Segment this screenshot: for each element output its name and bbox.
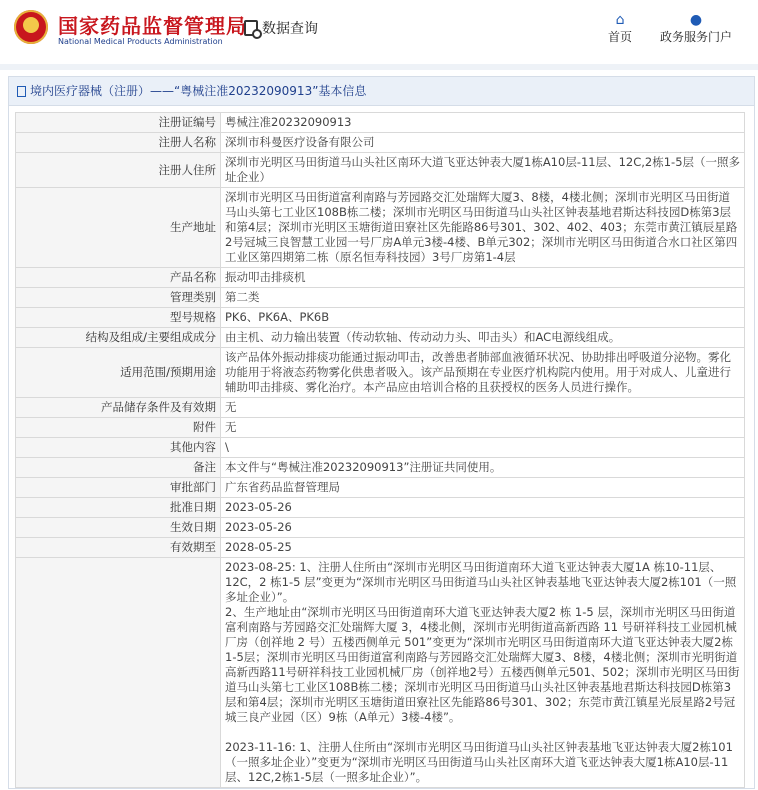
- field-value: 深圳市科曼医疗设备有限公司: [221, 133, 745, 153]
- field-label: 结构及组成/主要组成成分: [16, 328, 221, 348]
- nav-home-label: 首页: [608, 30, 633, 44]
- info-table: [15, 112, 745, 788]
- table-row: [16, 538, 745, 558]
- field-value: 第二类: [221, 288, 745, 308]
- table-row: [16, 458, 745, 478]
- site-title-en: National Medical Products Administration: [58, 37, 223, 46]
- data-query-link[interactable]: [244, 18, 318, 38]
- nav-home[interactable]: [608, 12, 632, 45]
- table-row: [16, 153, 745, 188]
- table-row: [16, 113, 745, 133]
- field-label: 其他内容: [16, 438, 221, 458]
- field-label: 备注: [16, 458, 221, 478]
- field-value: \: [221, 438, 745, 458]
- nav-portal-label: 政务服务门户: [660, 30, 733, 44]
- detail-panel: [8, 76, 755, 789]
- document-icon: [17, 86, 26, 97]
- field-label: 生效日期: [16, 518, 221, 538]
- search-document-icon: [244, 20, 258, 36]
- table-row: [16, 328, 745, 348]
- field-value: 由主机、动力输出装置（传动软轴、传动动力头、叩击头）和AC电源线组成。: [221, 328, 745, 348]
- field-value: 深圳市光明区马田街道马山头社区南环大道飞亚达钟表大厦1栋A10层-11层、12C,2栋1-5层（一照多址企业）: [221, 153, 745, 188]
- header-divider: [0, 64, 758, 70]
- panel-title: 境内医疗器械（注册）——“粤械注准20232090913”基本信息: [30, 84, 367, 98]
- field-value: PK6、PK6A、PK6B: [221, 308, 745, 328]
- field-label: 型号规格: [16, 308, 221, 328]
- panel-header: [9, 77, 754, 106]
- field-label: 审批部门: [16, 478, 221, 498]
- user-icon: ●: [689, 12, 703, 28]
- field-label: 生产地址: [16, 188, 221, 268]
- field-value: 2023-05-26: [221, 498, 745, 518]
- emblem-logo: [14, 10, 48, 44]
- field-label: 批准日期: [16, 498, 221, 518]
- table-row: [16, 438, 745, 458]
- table-row: [16, 188, 745, 268]
- table-row: [16, 478, 745, 498]
- field-label: 适用范围/预期用途: [16, 348, 221, 398]
- table-row: [16, 418, 745, 438]
- field-value: 2023-05-26: [221, 518, 745, 538]
- table-row: [16, 133, 745, 153]
- nav-service-portal[interactable]: [660, 12, 732, 45]
- table-row: [16, 558, 745, 788]
- field-label: 注册人名称: [16, 133, 221, 153]
- table-row: [16, 308, 745, 328]
- table-row: [16, 498, 745, 518]
- field-value: 本文件与“粤械注准20232090913”注册证共同使用。: [221, 458, 745, 478]
- field-label: [16, 558, 221, 788]
- table-row: [16, 288, 745, 308]
- data-query-label: 数据查询: [262, 21, 318, 37]
- table-row: [16, 348, 745, 398]
- field-label: 有效期至: [16, 538, 221, 558]
- field-value: 深圳市光明区马田街道富利南路与芳园路交汇处瑞辉大厦3、8楼，4楼北侧；深圳市光明区马田街道马山头第七工业区108B栋二楼；深圳市光明区马田街道马山头社区钟表基地君斯达科技园D栋第3层和第4层；深圳市光明区玉塘街道田寮社区先能路86号301、302、402、403；东莞市黄江镇辰星路2号冠城三良智慧工业园一号厂房A单元3楼-4楼、B单元302；深圳市光明区马田街道合水口社区第四工业区第四期第二栋（原名恒寿科技园）3号厂房第1-4层: [221, 188, 745, 268]
- field-value: 广东省药品监督管理局: [221, 478, 745, 498]
- field-value: 该产品体外振动排痰功能通过振动叩击，改善患者肺部血液循环状况、协助排出呼吸道分泌物。雾化功能用于将液态药物雾化供患者吸入。该产品预期在专业医疗机构院内使用。用于对成人、儿童进行辅助叩击排痰、雾化治疗。本产品应由培训合格的且获授权的医务人员进行操作。: [221, 348, 745, 398]
- field-value: 振动叩击排痰机: [221, 268, 745, 288]
- home-icon: ⌂: [615, 12, 625, 28]
- field-label: 管理类别: [16, 288, 221, 308]
- field-value: 无: [221, 418, 745, 438]
- field-value: 2023-08-25: 1、注册人住所由“深圳市光明区马田街道南环大道飞亚达钟表大厦1A 栋10-11层、12C，2 栋1-5 层”变更为“深圳市光明区马田街道马山头社区钟表基地飞亚达钟表大厦2栋101（一照多址企业）”。 2、生产地址由“深圳市光明区马田街道南环大道飞亚达钟表大厦2 栋 1-5 层，深圳市光明区马田街道富利南路与芳园路交汇处瑞辉大厦 3，4楼北侧，深圳市光明街道高新西路 11 号研祥科技工业园机械厂房（创祥地 2 号）五楼西侧单元 501”变更为“深圳市光明区马田街道南环大道飞亚达钟表大厦2栋1-5层；深圳市光明区马田街道富利南路与芳园路交汇处瑞辉大厦3、8楼，4楼北侧；深圳市光明街道高新西路11号研祥科技工业园机械厂房（创祥地2号）五楼西侧单元501、502；深圳市光明区马田街道马山头第七工业区108B栋二楼；深圳市光明区马田街道马山头社区钟表基地君斯达科技园D栋第3层和第4层；深圳市光明区玉塘街道田寮社区先能路86号301、302；东莞市黄江镇星光辰星路2号冠城三良产业园（区）9栋（A单元）3楼-4楼”。 2023-11-16: 1、注册人住所由“深圳市光明区马田街道马山头社区钟表基地飞亚达钟表大厦2栋101（一照多址企业）”变更为“深圳市光明区马田街道马山头社区南环大道飞亚达钟表大厦1栋A10层-11层、12C,2栋1-5层（一照多址企业）”。: [221, 558, 745, 788]
- field-value: 粤械注准20232090913: [221, 113, 745, 133]
- site-title-cn: 国家药品监督管理局: [58, 14, 247, 38]
- site-header: [0, 0, 758, 64]
- field-label: 产品名称: [16, 268, 221, 288]
- table-row: [16, 518, 745, 538]
- table-row: [16, 268, 745, 288]
- field-label: 注册证编号: [16, 113, 221, 133]
- field-label: 附件: [16, 418, 221, 438]
- field-label: 注册人住所: [16, 153, 221, 188]
- field-value: 无: [221, 398, 745, 418]
- field-label: 产品储存条件及有效期: [16, 398, 221, 418]
- field-value: 2028-05-25: [221, 538, 745, 558]
- table-row: [16, 398, 745, 418]
